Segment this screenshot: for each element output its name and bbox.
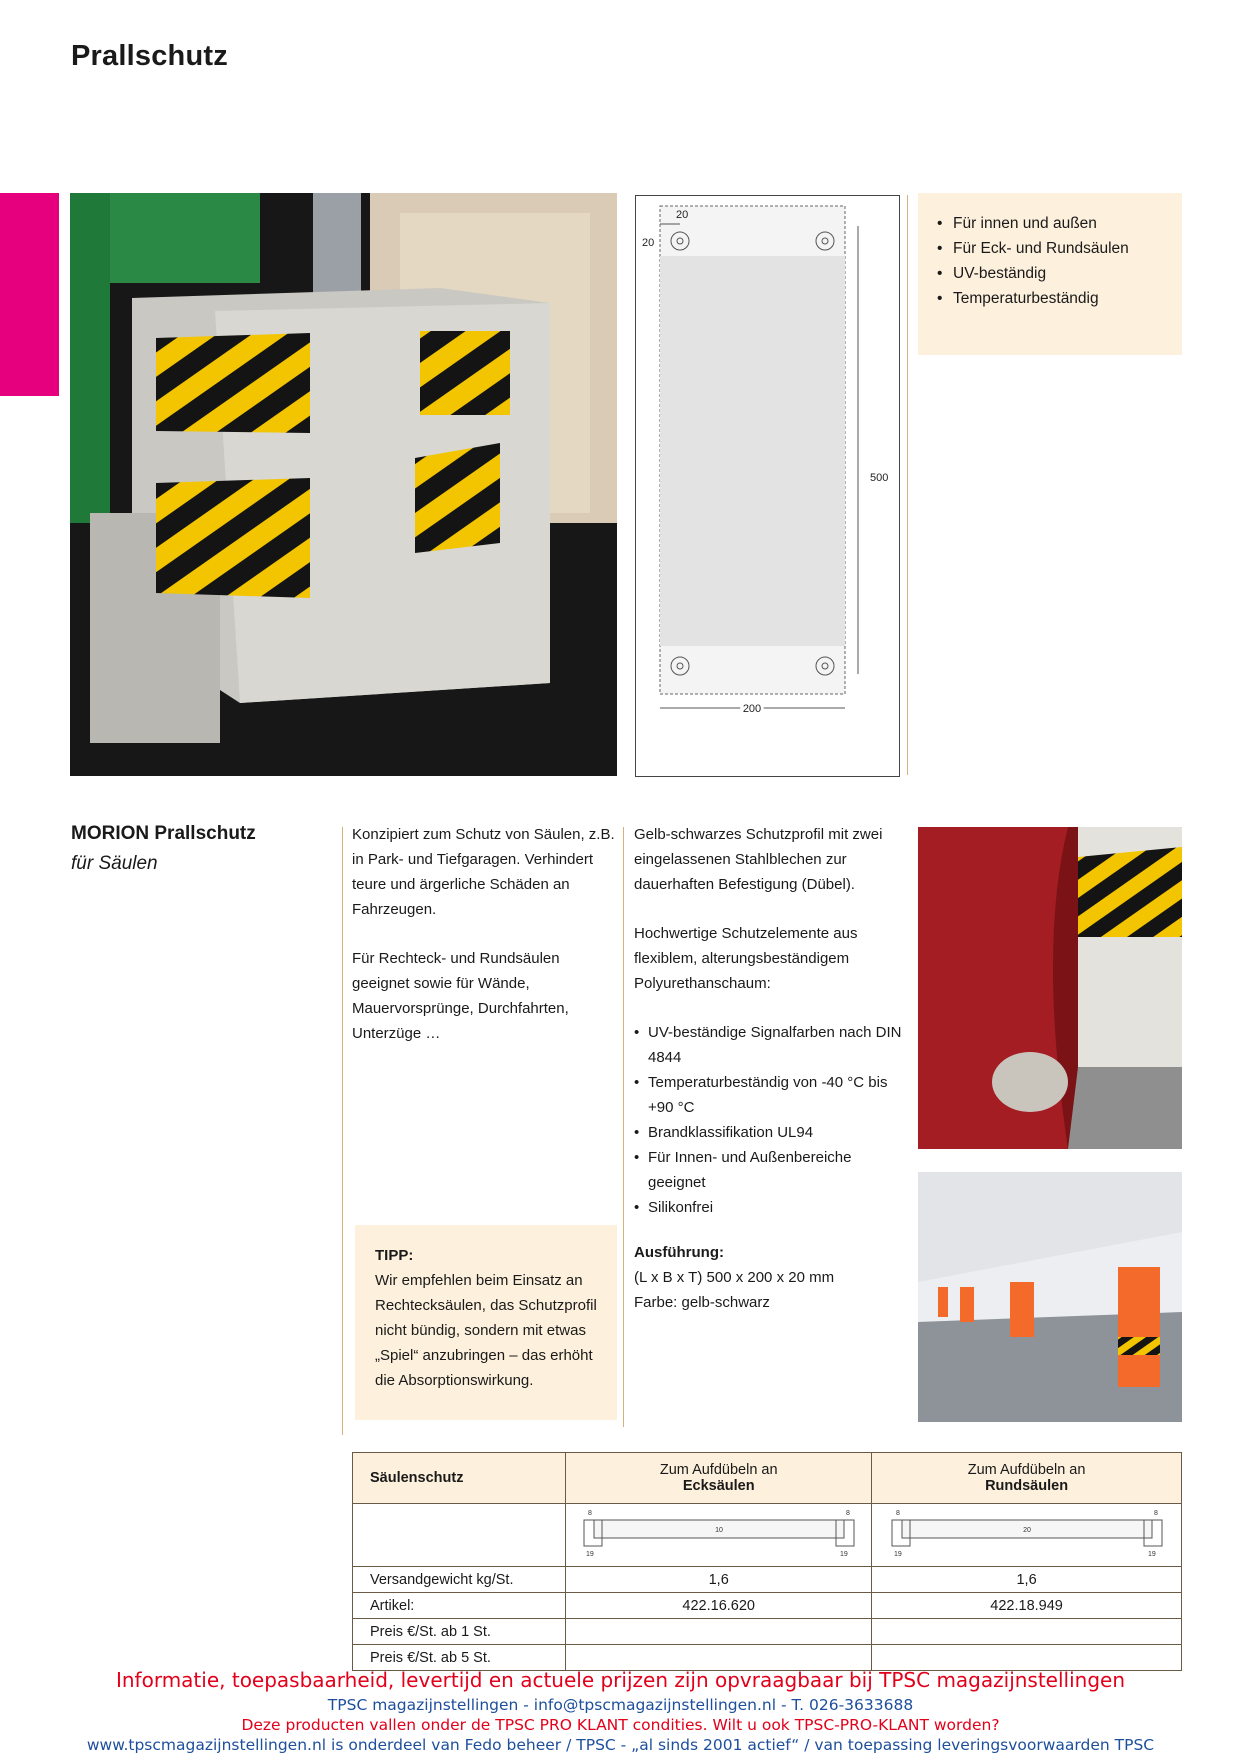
row-value: 422.18.949 <box>872 1593 1182 1619</box>
tip-text: Wir empfehlen beim Einsatz an Rechtecksäulen, das Schutzprofil nicht bündig, sondern mit etwas „Spiel“ anzubringen – das erhöht die Absorptionswirkung. <box>375 1272 597 1389</box>
col2-line2: Rundsäulen <box>985 1478 1069 1494</box>
draw1-bl: 19 <box>585 1551 594 1558</box>
product-name: MORION Prallschutz <box>71 823 256 844</box>
product-photo-column <box>70 193 617 776</box>
page-title: Prallschutz <box>71 40 228 72</box>
tip-title: TIPP: <box>375 1247 414 1264</box>
row-value: 1,6 <box>872 1567 1182 1593</box>
draw1-br: 19 <box>839 1551 848 1558</box>
column-divider <box>342 827 343 1267</box>
spec-table <box>352 1452 1182 1671</box>
table-row <box>353 1593 1182 1619</box>
footer-legal-line: www.tpscmagazijnstellingen.nl is onderdeel van Fedo beheer / TPSC - „al sinds 2001 actief“ / van toepassing leveringsvoorwaarden TPSC <box>86 1736 1155 1754</box>
feature-item: • Für Eck- und Rundsäulen <box>933 236 1129 261</box>
col1-line1: Zum Aufdübeln an <box>659 1462 778 1478</box>
material-bullet: • Silikonfrei <box>634 1195 904 1220</box>
material-bullet: • Für Innen- und Außenbereiche geeignet <box>634 1145 904 1195</box>
technical-drawing <box>635 195 900 777</box>
section-color-tab <box>0 193 59 396</box>
parking-garage-photo <box>918 1172 1182 1422</box>
car-photo <box>918 827 1182 1149</box>
feature-item: • UV-beständig <box>933 261 1129 286</box>
col2-line1: Zum Aufdübeln an <box>967 1462 1086 1478</box>
table-header-col1 <box>566 1453 872 1504</box>
execution-dimensions: (L x B x T) 500 x 200 x 20 mm <box>634 1269 835 1286</box>
draw2-bl: 19 <box>893 1551 902 1558</box>
execution-color: Farbe: gelb-schwarz <box>634 1294 770 1311</box>
execution-block <box>634 1240 904 1315</box>
draw2-left: 8 <box>895 1510 900 1517</box>
profile-drawing-round <box>872 1504 1182 1567</box>
row-value <box>872 1619 1182 1645</box>
column-divider <box>623 827 624 1427</box>
description-paragraph: Konzipiert zum Schutz von Säulen, z.B. in Park- und Tiefgaragen. Verhindert teure und ärgerliche Schäden an Fahrzeugen. <box>352 826 615 918</box>
table-header-label: Säulenschutz <box>353 1453 566 1504</box>
description-paragraph: Für Rechteck- und Rundsäulen geeignet sowie für Wände, Mauervorsprünge, Durchfahrten, Unterzüge … <box>352 950 569 1042</box>
feature-item: • Für innen und außen <box>933 211 1129 236</box>
column-divider <box>907 195 908 775</box>
row-value <box>566 1645 872 1671</box>
drawing-dim-width: 200 <box>742 703 762 715</box>
row-value: 1,6 <box>566 1567 872 1593</box>
row-label: Versandgewicht kg/St. <box>353 1567 566 1593</box>
table-row <box>353 1645 1182 1671</box>
footer-contact-line: TPSC magazijnstellingen - info@tpscmagazijnstellingen.nl - T. 026-3633688 <box>327 1696 914 1714</box>
column-divider <box>342 1225 343 1435</box>
row-label: Artikel: <box>353 1593 566 1619</box>
footer-pro-line: Deze producten vallen onder de TPSC PRO KLANT condities. Wilt u ook TPSC-PRO-KLANT worden? <box>241 1716 1000 1734</box>
table-row <box>353 1567 1182 1593</box>
execution-title: Ausführung: <box>634 1244 724 1261</box>
draw2-br: 19 <box>1147 1551 1156 1558</box>
tip-box <box>355 1225 617 1420</box>
draw1-right: 8 <box>845 1510 850 1517</box>
product-subtitle: für Säulen <box>71 853 158 874</box>
description-column-1 <box>352 822 617 1070</box>
row-label: Preis €/St. ab 1 St. <box>353 1619 566 1645</box>
row-label: Preis €/St. ab 5 St. <box>353 1645 566 1671</box>
material-bullet: • Temperaturbeständig von -40 °C bis +90 °C <box>634 1070 904 1120</box>
row-value: 422.16.620 <box>566 1593 872 1619</box>
feature-box <box>918 193 1182 355</box>
draw2-right: 8 <box>1153 1510 1158 1517</box>
description-column-2 <box>634 822 904 1220</box>
description-paragraph: Gelb-schwarzes Schutzprofil mit zwei eingelassenen Stahlblechen zur dauerhaften Befestigung (Dübel). <box>634 826 883 893</box>
description-paragraph: Hochwertige Schutzelemente aus flexiblem, alterungsbeständigem Polyurethanschaum: <box>634 925 858 992</box>
col1-line2: Ecksäulen <box>682 1478 755 1494</box>
draw1-left: 8 <box>587 1510 592 1517</box>
row-value <box>872 1645 1182 1671</box>
profile-drawing-corner <box>566 1504 872 1567</box>
draw2-mid: 20 <box>1022 1527 1031 1534</box>
table-row <box>353 1619 1182 1645</box>
feature-item: • Temperaturbeständig <box>933 286 1129 311</box>
table-drawing-row <box>353 1504 1182 1567</box>
footer-info-line: Informatie, toepasbaarheid, levertijd en actuele prijzen zijn opvraagbaar bij TPSC magazijnstellingen <box>115 1668 1126 1692</box>
drawing-dim-left: 20 <box>642 237 655 249</box>
table-header-col2 <box>872 1453 1182 1504</box>
row-value <box>566 1619 872 1645</box>
material-bullet: • Brandklassifikation UL94 <box>634 1120 904 1145</box>
drawing-dim-height: 500 <box>870 472 889 484</box>
table-header-row <box>353 1453 1182 1504</box>
table-cell <box>353 1504 566 1567</box>
drawing-dim-top: 20 <box>676 209 689 221</box>
material-bullet: • UV-beständige Signalfarben nach DIN 4844 <box>634 1020 904 1070</box>
draw1-mid: 10 <box>714 1527 723 1534</box>
